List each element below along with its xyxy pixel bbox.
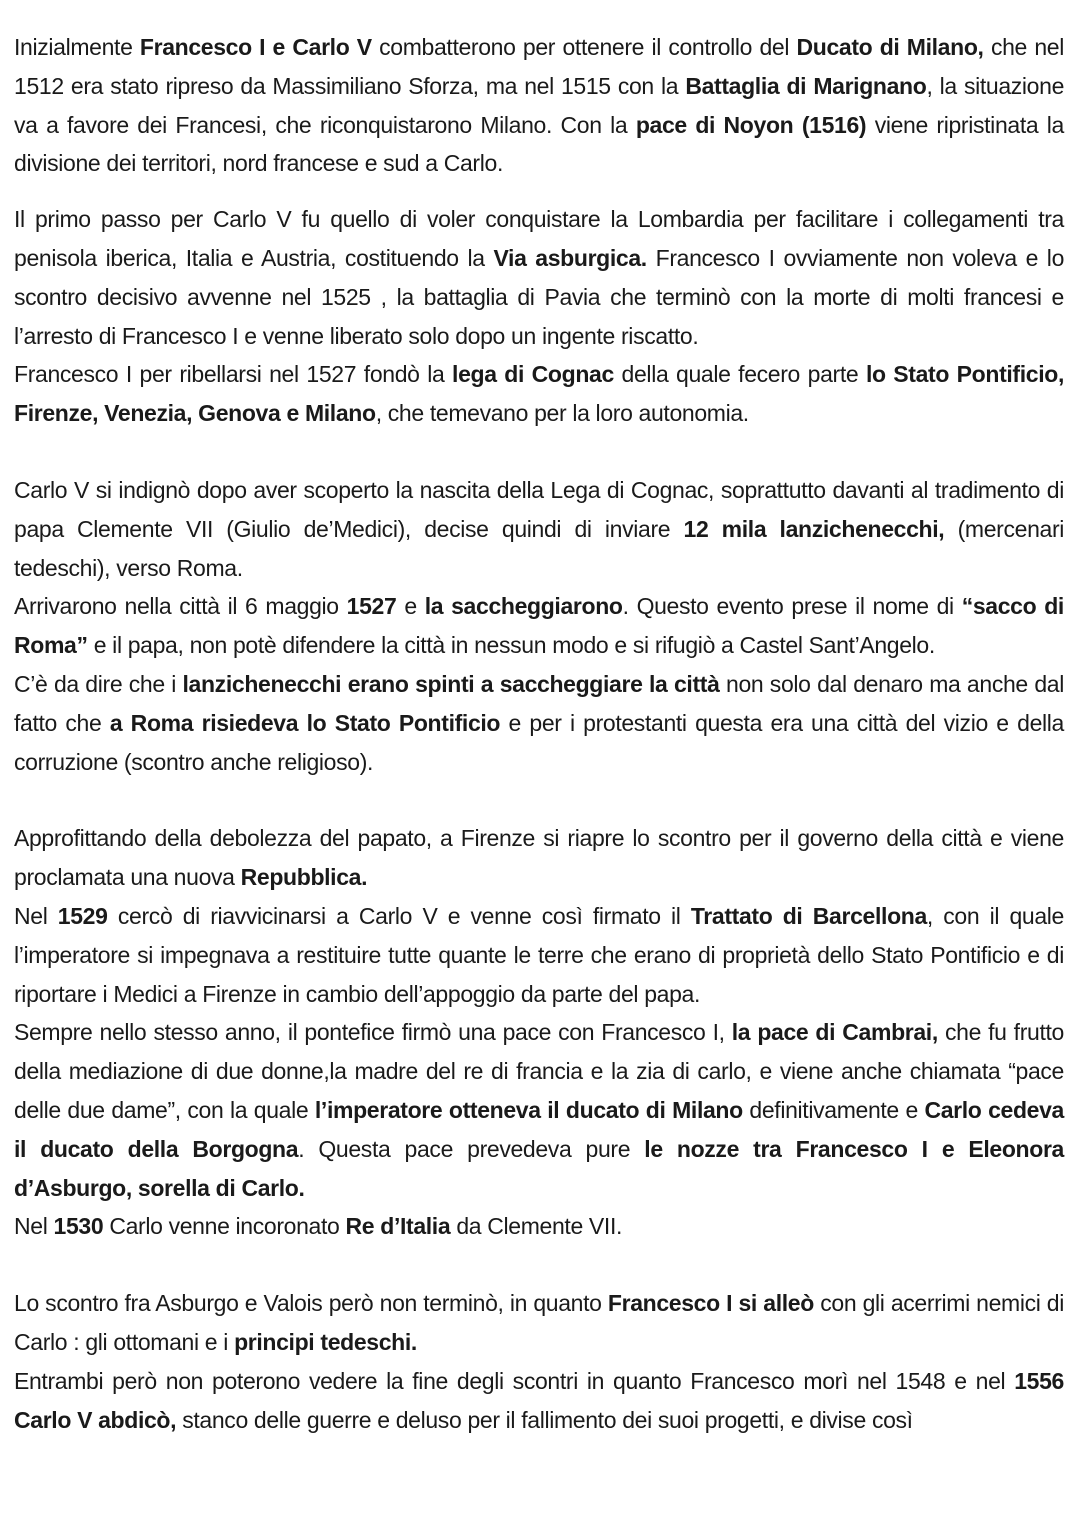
bold-text: Carlo cedeva il ducato della Borgogna [14,1096,1064,1162]
paragraph-abdicazione [14,1362,1064,1440]
bold-text: l’imperatore otteneva il ducato di Milano [314,1096,743,1123]
bold-text: Repubblica. [240,864,368,891]
paragraph-repubblica-firenze [14,819,1064,897]
text-run: Francesco I ovviamente non voleva e lo scontro decisivo avvenne nel 1525 , la battaglia di Pavia che terminò con la morte di molti francesi e l’arresto di Francesco I e venne liberato solo dopo un ingente riscatto. [14,244,1065,349]
text-run: Nel [14,902,58,929]
bold-text: a Roma risiedeva lo Stato Pontificio [109,709,501,736]
bold-text: lanzichenecchi erano spinti a saccheggiare la città [182,670,720,697]
bold-text: “sacco di Roma” [14,593,1064,659]
bold-text: Ducato di Milano, [796,34,984,60]
bold-text: lo Stato Pontificio, Firenze, Venezia, Genova e Milano [14,361,1064,427]
paragraph-ducato-milano [14,28,1064,183]
text-run: Nel [14,1213,54,1240]
bold-text: 12 mila lanzichenecchi, [683,515,945,542]
text-run: Carlo venne incoronato [103,1213,346,1240]
text-run: Approfittando della debolezza del papato, a Firenze si riapre lo scontro per il governo della città e viene proclamata una nuova [14,825,1064,891]
bold-text: le nozze tra Francesco I e Eleonora d’Asburgo, sorella di Carlo. [14,1135,1064,1201]
text-run: Lo scontro fra Asburgo e Valois però non terminò, in quanto [14,1290,608,1317]
text-run: cercò di riavvicinarsi a Carlo V e venne così firmato il [107,902,691,929]
text-run: C’è da dire che i [14,670,183,697]
paragraph-trattato-barcellona [14,897,1064,1013]
text-run: . Questo evento prese il nome di [622,593,962,620]
text-run: e per i protestanti questa era una città del vizio e della corruzione (scontro anche religioso). [14,709,1064,775]
bold-text: lega di Cognac [452,361,614,388]
text-run: Carlo V si indignò dopo aver scoperto la nascita della Lega di Cognac, soprattutto davanti al tradimento di papa Clemente VII (Giulio de’Medici), decise quindi di inviare [14,476,1064,542]
bold-text: Re d’Italia [345,1213,451,1240]
text-run: e [396,593,425,620]
text-run: della quale fecero parte [613,361,866,388]
bold-text: 1529 [57,902,108,929]
text-run: Il primo passo per Carlo V fu quello di voler conquistare la Lombardia per facilitare i collegamenti tra penisola iberica, Italia e Austria, costituendo la [14,206,1064,271]
paragraph-via-asburgica [14,200,1064,355]
paragraph-lanzichenecchi [14,471,1064,587]
text-run: , che temevano per la loro autonomia. [375,400,749,427]
paragraph-sacco-di-roma [14,587,1064,665]
text-run: Francesco I per ribellarsi nel 1527 fondò la [14,361,453,388]
text-run: , la situazione va a favore dei Francesi, che riconquistarono Milano. Con la [14,72,1065,138]
text-run: stanco delle guerre e deluso per il fallimento dei suoi progetti, e divise così [176,1406,913,1433]
text-run: combatterono per ottenere il controllo del [371,34,797,60]
bold-text: pace di Noyon (1516) [635,111,867,138]
bold-text: la pace di Cambrai, [731,1019,938,1046]
text-run: , con il quale l’imperatore si impegnava a restituire tutte quante le terre che erano di proprietà dello Stato Pontificio e di riportare i Medici a Firenze in cambio dell’appoggio da parte del papa. [14,902,1064,1007]
text-run: Entrambi però non poterono vedere la fine degli scontri in quanto Francesco morì nel 1548 e nel [14,1367,1015,1394]
text-run: con gli acerrimi nemici di Carlo : gli ottomani e i [14,1290,1064,1355]
text-run: Arrivarono nella città il 6 maggio [14,593,347,620]
text-run: Inizialmente [14,34,140,60]
text-run: definitivamente e [742,1096,925,1123]
text-run: da Clemente VII. [450,1213,623,1240]
text-run: Sempre nello stesso anno, il pontefice firmò una pace con Francesco I, [14,1019,732,1046]
bold-text: Via asburgica. [493,244,647,271]
paragraph-alleanza-ottomani [14,1284,1064,1362]
paragraph-incoronazione [14,1207,1064,1246]
text-run: . Questa pace prevedeva pure [298,1135,645,1162]
text-run: viene ripristinata la divisione dei territori, nord francese e sud a Carlo. [14,111,1064,177]
paragraph-pace-cambrai [14,1013,1064,1207]
bold-text: Francesco I si alleò [607,1290,814,1317]
text-run: e il papa, non potè difendere la città in nessun modo e si rifugiò a Castel Sant’Angelo. [87,632,935,659]
text-run: che nel 1512 era stato ripreso da Massimiliano Sforza, ma nel 1515 con la [14,34,1064,99]
bold-text: Francesco I e Carlo V [139,34,372,60]
bold-text: principi tedeschi. [234,1328,417,1355]
bold-text: 1530 [53,1213,104,1240]
bold-text: 1556 Carlo V abdicò, [14,1367,1064,1433]
paragraph-lega-cognac [14,355,1064,433]
text-run: (mercenari tedeschi), verso Roma. [14,515,1065,581]
bold-text: 1527 [346,593,397,620]
bold-text: la saccheggiarono [424,593,623,620]
bold-text: Trattato di Barcellona [690,902,927,929]
paragraph-motivazioni-sacco [14,665,1064,781]
text-run: non solo dal denaro ma anche dal fatto che [14,670,1064,736]
text-run: che fu frutto della mediazione di due donne,la madre del re di francia e la zia di carlo, e viene anche chiamata “pace delle due dame”, con la quale [14,1019,1064,1123]
bold-text: Battaglia di Marignano [685,72,927,99]
